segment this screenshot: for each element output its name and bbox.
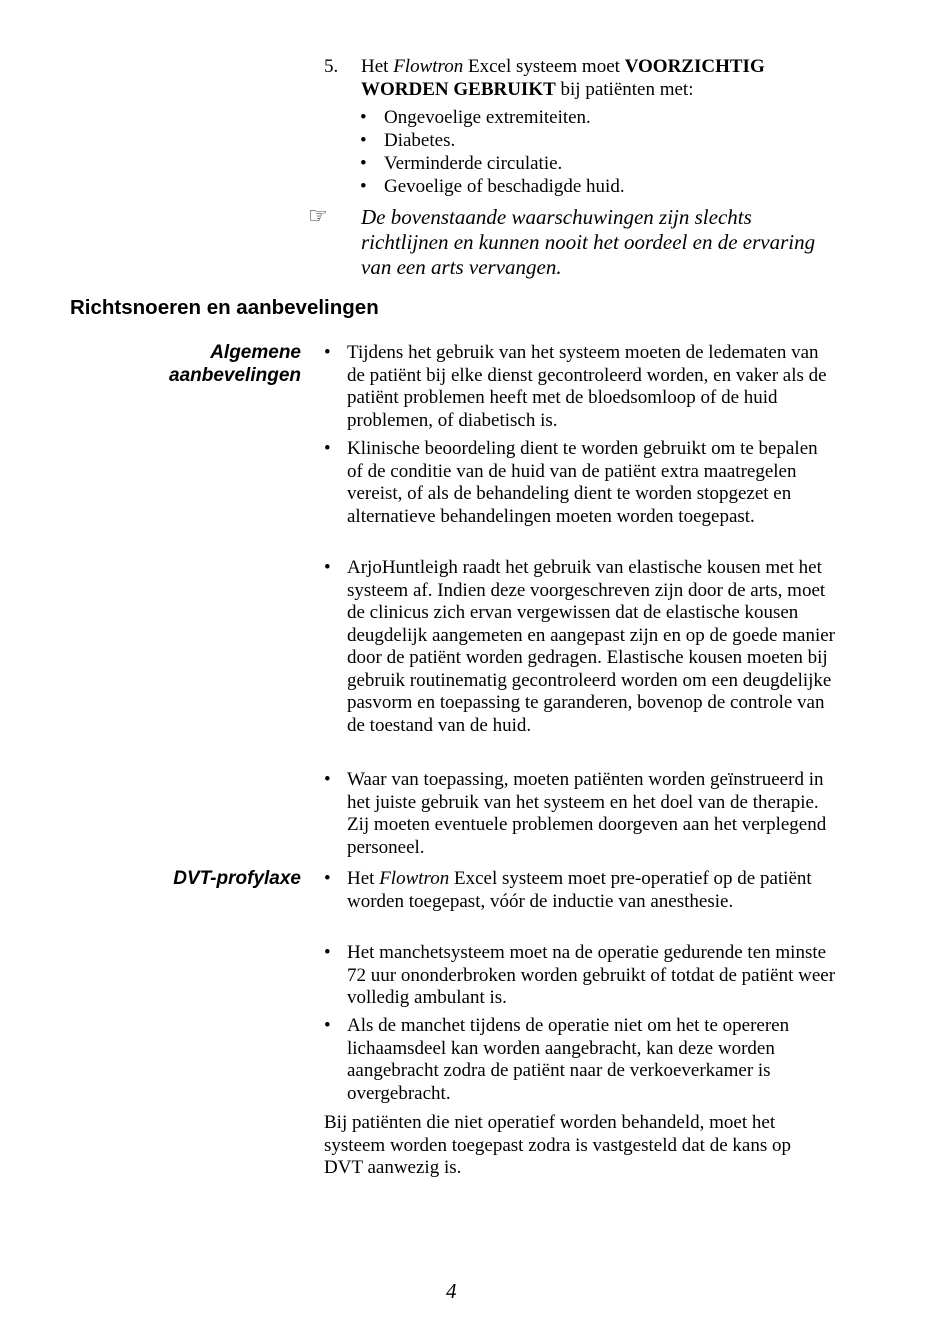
list-item: • Diabetes. — [360, 130, 456, 151]
item-text — [361, 56, 831, 101]
item-text-mid: Excel systeem moet — [463, 56, 625, 77]
item-text-post: bij patiënten met: — [555, 78, 694, 100]
list-item: • Verminderde circulatie. — [360, 153, 563, 174]
condition-list — [358, 107, 818, 199]
list-item: • Ongevoelige extremiteiten. — [360, 107, 591, 128]
item-text-pre: Het — [361, 56, 394, 77]
page-number: 4 — [446, 1279, 457, 1303]
side-label-general: Algemene aanbevelingen — [169, 342, 301, 386]
brand-name: Flowtron — [393, 56, 464, 77]
list-item: • Gevoelige of beschadigde huid. — [360, 176, 625, 197]
side-label-dvt: DVT-profylaxe — [173, 868, 301, 889]
note-text: De bovenstaande waarschuwingen zijn slechts richtlijnen en kunnen nooit het oordeel en de ervaring van een arts vervangen. — [361, 205, 816, 279]
brand-name: Flowtron — [379, 868, 450, 889]
item-number: 5. — [324, 56, 339, 77]
section-heading: Richtsnoeren en aanbevelingen — [70, 296, 379, 319]
pointing-hand-icon: ☞ — [308, 204, 328, 229]
dvt-paragraph: Bij patiënten die niet operatief worden behandeld, moet het systeem worden toegepast zodra is vastgesteld dat de kans op DVT aanwezig is. — [324, 1112, 791, 1178]
item-text-bold: VOORZICHTIG WORDEN GEBRUIKT — [361, 56, 765, 100]
